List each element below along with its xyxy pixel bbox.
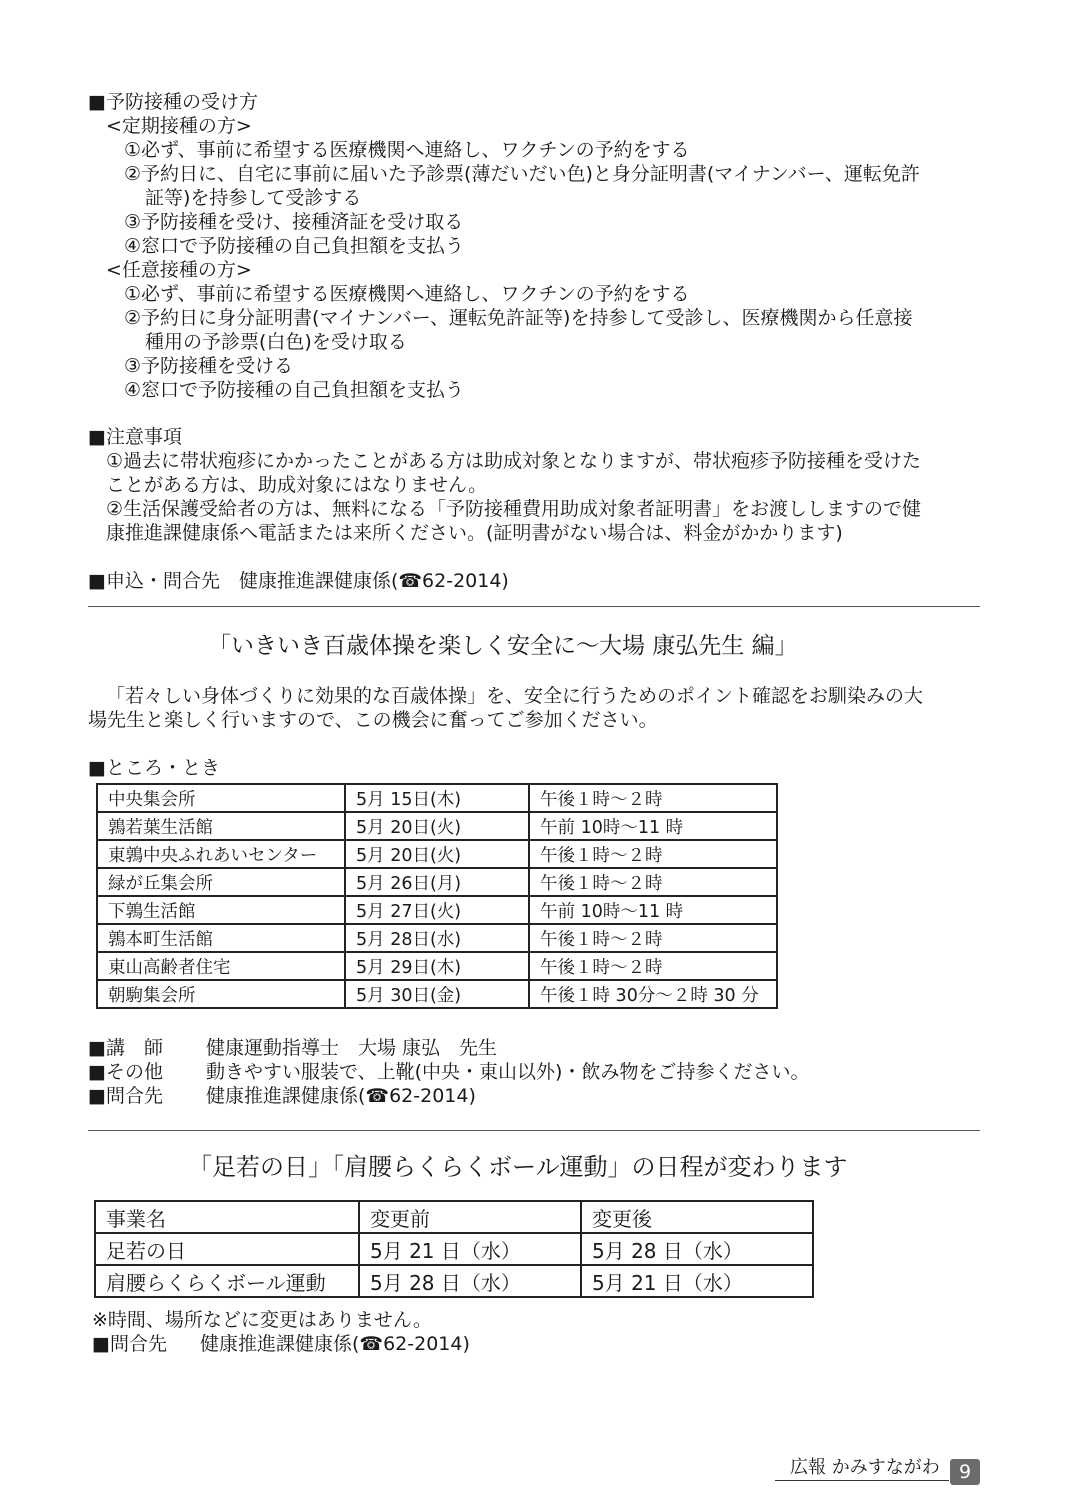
contact-label: ■問合先: [88, 1085, 163, 1107]
vaccination-heading: ■予防接種の受け方: [88, 91, 258, 113]
schedule-table: [96, 783, 778, 1009]
date-cell: 5月 20日(火): [345, 812, 529, 840]
publication-name: 広報 かみすながわ: [790, 1457, 940, 1478]
routine-step: ①必ず、事前に希望する医療機関へ連絡し、ワクチンの予約をする: [124, 139, 690, 161]
change-note: ※時間、場所などに変更はありません。: [92, 1309, 433, 1331]
venue-cell: 下鶉生活館: [97, 896, 345, 924]
time-cell: 午後１時～２時: [529, 784, 777, 812]
venue-cell: 鶉若葉生活館: [97, 812, 345, 840]
schedule-heading: ■ところ・とき: [88, 757, 220, 779]
table-row: [95, 1233, 813, 1265]
venue-cell: 東山高齢者住宅: [97, 952, 345, 980]
instructor-label: ■講 師: [88, 1037, 163, 1059]
venue-cell: 東鶉中央ふれあいセンター: [97, 840, 345, 868]
table-row: [97, 896, 777, 924]
time-cell: 午後１時～２時: [529, 868, 777, 896]
table-row: [97, 868, 777, 896]
note-line: ことがある方は、助成対象にはなりません。: [106, 474, 488, 496]
footer-underline: [775, 1480, 949, 1481]
venue-cell: 中央集会所: [97, 784, 345, 812]
date-cell: 5月 20日(火): [345, 840, 529, 868]
table-row: [97, 840, 777, 868]
contact-value: 健康推進課健康係(☎62-2014): [206, 1085, 476, 1107]
page-number: 9: [950, 1459, 980, 1485]
contact-line: ■申込・問合先 健康推進課健康係(☎62-2014): [88, 570, 509, 592]
change-title: 「足若の日」「肩腰らくらくボール運動」の日程が変わります: [188, 1153, 848, 1181]
note-line: 康推進課健康係へ電話または来所ください。(証明書がない場合は、料金がかかります): [106, 522, 843, 544]
date-cell: 5月 15日(木): [345, 784, 529, 812]
table-row: [97, 784, 777, 812]
other-label: ■その他: [88, 1061, 163, 1083]
routine-step-cont: 証等)を持参して受診する: [145, 187, 362, 209]
optional-step: ①必ず、事前に希望する医療機関へ連絡し、ワクチンの予約をする: [124, 283, 690, 305]
notes-heading: ■注意事項: [88, 426, 182, 448]
section-divider: [88, 606, 980, 607]
time-cell: 午前 10時～11 時: [529, 812, 777, 840]
other-value: 動きやすい服装で、上靴(中央・東山以外)・飲み物をご持参ください。: [206, 1061, 810, 1083]
date-cell: 5月 26日(月): [345, 868, 529, 896]
time-cell: 午前 10時～11 時: [529, 896, 777, 924]
table-row: [97, 980, 777, 1008]
header-cell: 変更前: [359, 1201, 581, 1233]
table-row: [95, 1265, 813, 1297]
before-cell: 5月 21 日（水）: [359, 1233, 581, 1265]
table-row: [97, 924, 777, 952]
date-cell: 5月 27日(火): [345, 896, 529, 924]
venue-cell: 朝駒集会所: [97, 980, 345, 1008]
table-header-row: [95, 1201, 813, 1233]
event-cell: 肩腰らくらくボール運動: [95, 1265, 359, 1297]
time-cell: 午後１時～２時: [529, 952, 777, 980]
time-cell: 午後１時～２時: [529, 840, 777, 868]
header-cell: 変更後: [581, 1201, 813, 1233]
event-cell: 足若の日: [95, 1233, 359, 1265]
exercise-title: 「いきいき百歳体操を楽しく安全に～大場 康弘先生 編」: [208, 633, 798, 659]
date-cell: 5月 28日(水): [345, 924, 529, 952]
date-cell: 5月 29日(木): [345, 952, 529, 980]
venue-cell: 緑が丘集会所: [97, 868, 345, 896]
optional-step: ③予防接種を受ける: [124, 355, 294, 377]
optional-step-cont: 種用の予診票(白色)を受け取る: [145, 331, 407, 353]
note-line: ①過去に帯状疱疹にかかったことがある方は助成対象となりますが、帯状疱疹予防接種を受けた: [106, 450, 922, 472]
time-cell: 午後１時～２時: [529, 924, 777, 952]
routine-step: ④窓口で予防接種の自己負担額を支払う: [124, 235, 465, 257]
instructor-value: 健康運動指導士 大場 康弘 先生: [206, 1037, 498, 1059]
before-cell: 5月 28 日（水）: [359, 1265, 581, 1297]
table-row: [97, 812, 777, 840]
exercise-intro: 場先生と楽しく行いますので、この機会に奮ってご参加ください。: [88, 709, 658, 731]
optional-step: ④窓口で予防接種の自己負担額を支払う: [124, 379, 465, 401]
routine-heading: <定期接種の方>: [106, 115, 252, 137]
contact-label: ■問合先: [92, 1333, 167, 1355]
date-cell: 5月 30日(金): [345, 980, 529, 1008]
venue-cell: 鶉本町生活館: [97, 924, 345, 952]
change-table: [94, 1200, 814, 1298]
optional-step: ②予約日に身分証明書(マイナンバー、運転免許証等)を持参して受診し、医療機関から任意接: [124, 307, 913, 329]
table-row: [97, 952, 777, 980]
routine-step: ③予防接種を受け、接種済証を受け取る: [124, 211, 464, 233]
routine-step: ②予約日に、自宅に事前に届いた予診票(薄だいだい色)と身分証明書(マイナンバー、運転免許: [124, 163, 920, 185]
time-cell: 午後１時 30分～２時 30 分: [529, 980, 777, 1008]
note-line: ②生活保護受給者の方は、無料になる「予防接種費用助成対象者証明書」をお渡ししますので健: [106, 498, 922, 520]
after-cell: 5月 28 日（水）: [581, 1233, 813, 1265]
optional-heading: <任意接種の方>: [106, 259, 252, 281]
exercise-intro: 「若々しい身体づくりに効果的な百歳体操」を、安全に行うためのポイント確認をお馴染みの大: [106, 685, 924, 707]
section-divider: [88, 1130, 980, 1131]
header-cell: 事業名: [95, 1201, 359, 1233]
contact-value: 健康推進課健康係(☎62-2014): [200, 1333, 470, 1355]
after-cell: 5月 21 日（水）: [581, 1265, 813, 1297]
